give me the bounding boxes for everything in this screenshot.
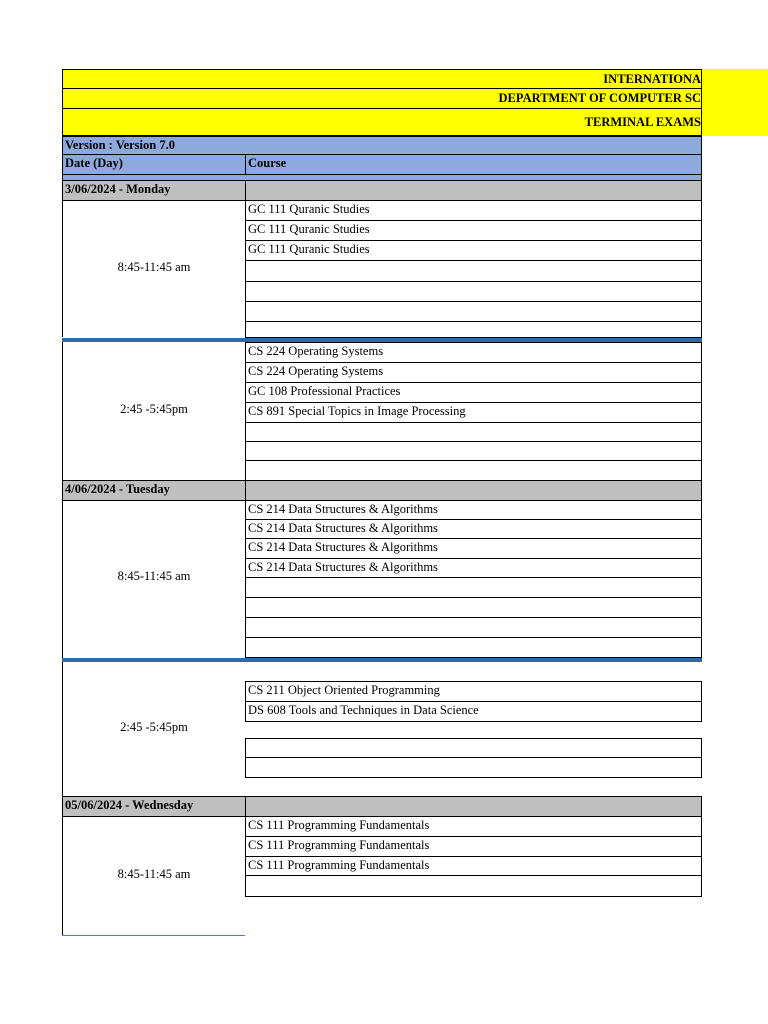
day-row-tuesday-course bbox=[245, 480, 702, 501]
course-text: CS 211 Object Oriented Programming bbox=[248, 683, 440, 697]
course-cell bbox=[245, 578, 702, 598]
course-cell bbox=[245, 241, 702, 261]
course-cell bbox=[245, 200, 702, 221]
course-cell bbox=[245, 738, 702, 758]
course-text: GC 111 Quranic Studies bbox=[248, 242, 370, 256]
session-time bbox=[62, 402, 246, 417]
course-text: GC 111 Quranic Studies bbox=[248, 222, 370, 236]
session-time-text: 8:45-11:45 am bbox=[117, 867, 191, 881]
header-institution-text: INTERNATIONA bbox=[603, 72, 701, 86]
course-cell bbox=[245, 598, 702, 618]
session-time bbox=[62, 867, 246, 882]
session-separator bbox=[62, 658, 702, 662]
column-date-label: Date (Day) bbox=[65, 156, 123, 170]
course-text: CS 111 Programming Fundamentals bbox=[248, 858, 430, 872]
course-cell bbox=[245, 461, 702, 481]
column-header-date bbox=[62, 154, 246, 175]
course-cell bbox=[245, 618, 702, 638]
course-cell bbox=[245, 559, 702, 578]
day-label: 3/06/2024 - Monday bbox=[65, 182, 171, 196]
course-cell bbox=[245, 221, 702, 241]
course-cell bbox=[245, 261, 702, 282]
day-row-wednesday bbox=[62, 796, 246, 817]
course-cell bbox=[245, 876, 702, 897]
course-cell bbox=[245, 681, 702, 702]
header-department-text: DEPARTMENT OF COMPUTER SC bbox=[498, 91, 701, 105]
version-text: Version : Version 7.0 bbox=[65, 138, 175, 152]
course-text: CS 214 Data Structures & Algorithms bbox=[248, 521, 438, 535]
day-row-wednesday-course bbox=[245, 796, 702, 817]
course-cell bbox=[245, 403, 702, 423]
day-label: 05/06/2024 - Wednesday bbox=[65, 798, 194, 812]
day-row-monday-course bbox=[245, 180, 702, 201]
column-header-course bbox=[245, 154, 702, 175]
course-cell bbox=[245, 837, 702, 857]
course-cell bbox=[245, 423, 702, 442]
course-cell bbox=[245, 442, 702, 461]
session-time-text: 8:45-11:45 am bbox=[117, 569, 191, 583]
course-cell bbox=[245, 500, 702, 520]
session-time-text: 2:45 -5:45pm bbox=[120, 402, 188, 416]
day-row-monday bbox=[62, 180, 246, 201]
course-text: CS 214 Data Structures & Algorithms bbox=[248, 540, 438, 554]
course-text: CS 111 Programming Fundamentals bbox=[248, 818, 430, 832]
header-exams bbox=[62, 108, 702, 136]
session-time bbox=[62, 569, 246, 584]
version-row bbox=[62, 136, 702, 155]
course-text: CS 224 Operating Systems bbox=[248, 364, 384, 378]
column-course-label: Course bbox=[248, 156, 287, 170]
course-text: GC 111 Quranic Studies bbox=[248, 202, 370, 216]
course-cell bbox=[245, 520, 702, 539]
course-text: CS 214 Data Structures & Algorithms bbox=[248, 560, 438, 574]
course-cell bbox=[245, 758, 702, 778]
day-label: 4/06/2024 - Tuesday bbox=[65, 482, 170, 496]
course-cell bbox=[245, 322, 702, 338]
header-department bbox=[62, 88, 702, 109]
course-cell bbox=[245, 342, 702, 363]
course-cell bbox=[245, 638, 702, 658]
course-text: CS 111 Programming Fundamentals bbox=[248, 838, 430, 852]
session-time-text: 8:45-11:45 am bbox=[117, 260, 191, 274]
course-cell bbox=[245, 363, 702, 383]
course-cell bbox=[245, 816, 702, 837]
bottom-border-line bbox=[62, 935, 245, 936]
header-institution bbox=[62, 69, 702, 89]
header-exams-text: TERMINAL EXAMS bbox=[584, 115, 701, 129]
course-cell bbox=[245, 282, 702, 302]
course-cell bbox=[245, 383, 702, 403]
course-text: DS 608 Tools and Techniques in Data Science bbox=[248, 703, 479, 717]
session-time-text: 2:45 -5:45pm bbox=[120, 720, 188, 734]
course-cell bbox=[245, 539, 702, 559]
course-text: CS 891 Special Topics in Image Processing bbox=[248, 404, 466, 418]
course-cell bbox=[245, 702, 702, 722]
course-text: CS 214 Data Structures & Algorithms bbox=[248, 502, 438, 516]
session-time bbox=[62, 720, 246, 735]
course-text: CS 224 Operating Systems bbox=[248, 344, 384, 358]
course-cell bbox=[245, 857, 702, 876]
course-text: GC 108 Professional Practices bbox=[248, 384, 401, 398]
session-time bbox=[62, 260, 246, 275]
course-cell bbox=[245, 302, 702, 322]
day-row-tuesday bbox=[62, 480, 246, 501]
yellow-overflow-block bbox=[700, 69, 768, 136]
